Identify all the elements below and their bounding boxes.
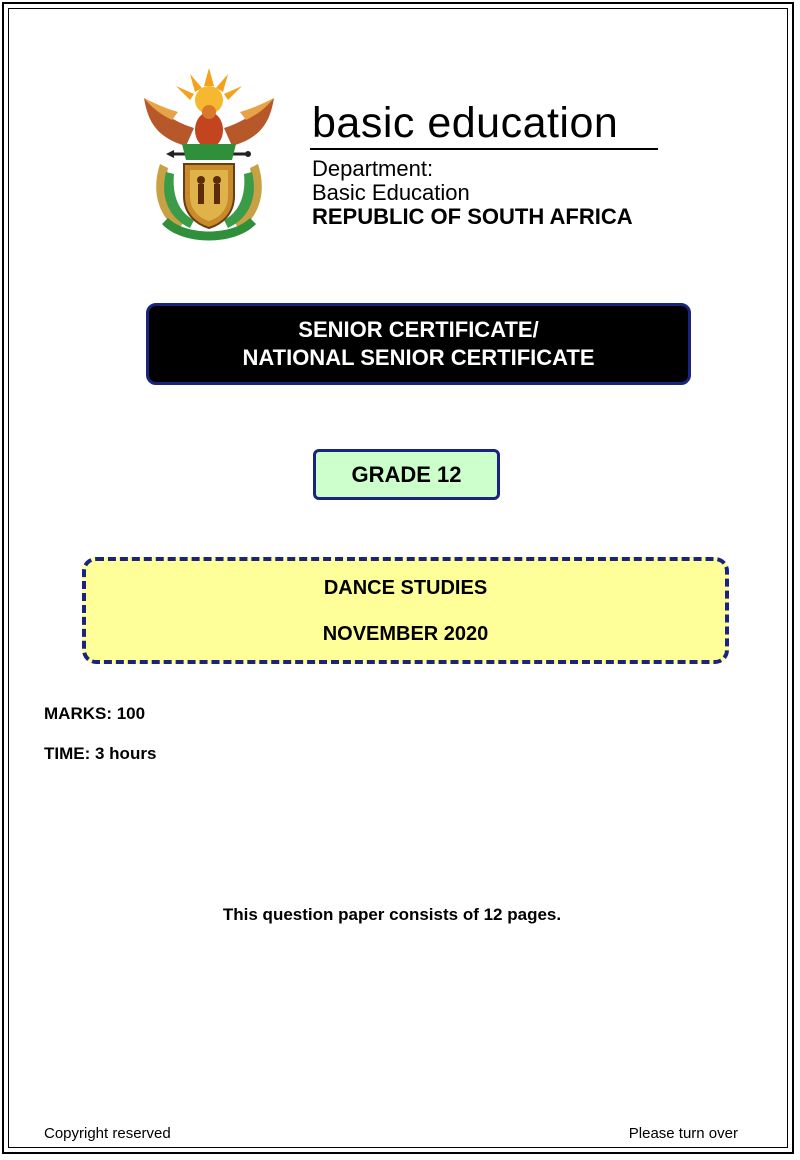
country-name: REPUBLIC OF SOUTH AFRICA <box>312 204 633 229</box>
department-name: Basic Education <box>312 180 470 205</box>
copyright-footer: Copyright reserved <box>44 1125 171 1142</box>
time-info: TIME: 3 hours <box>44 744 157 763</box>
certificate-line2: NATIONAL SENIOR CERTIFICATE <box>242 345 595 370</box>
marks-info: MARKS: 100 <box>44 704 146 723</box>
turn-over-footer: Please turn over <box>628 1125 738 1142</box>
subject-name: DANCE STUDIES <box>323 577 488 599</box>
brand-divider <box>310 148 658 150</box>
exam-session: NOVEMBER 2020 <box>322 623 489 645</box>
subject-panel <box>82 557 729 664</box>
certificate-banner <box>146 303 691 385</box>
grade-badge: GRADE 12 <box>313 449 500 500</box>
brand-title: basic education <box>312 99 619 147</box>
certificate-line1: SENIOR CERTIFICATE/ <box>298 317 539 342</box>
coat-of-arms-icon <box>138 68 280 246</box>
page-count-note: This question paper consists of 12 pages. <box>222 905 562 924</box>
department-label: Department: <box>312 156 434 181</box>
